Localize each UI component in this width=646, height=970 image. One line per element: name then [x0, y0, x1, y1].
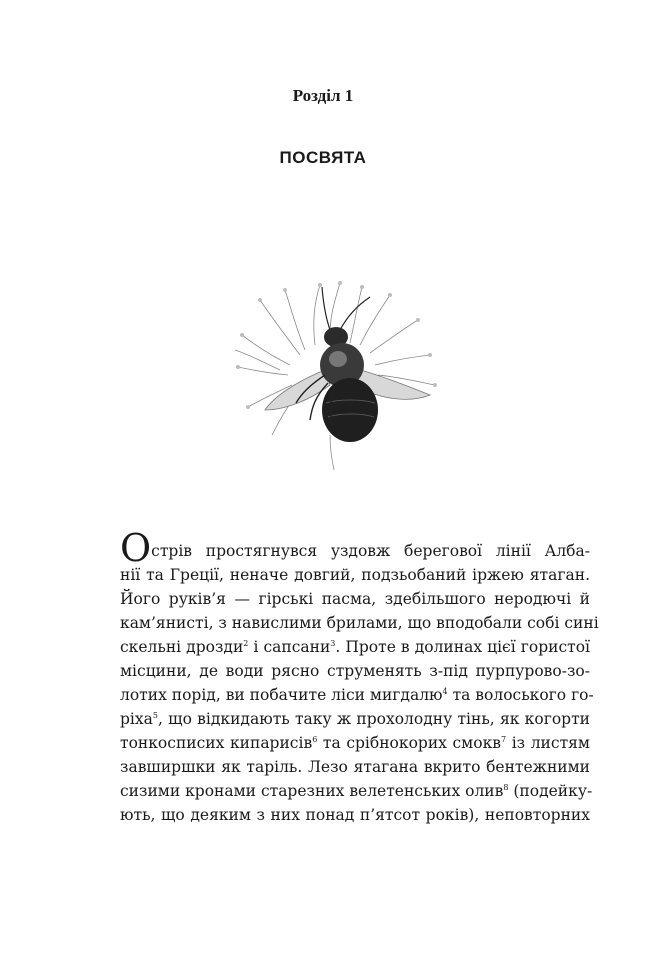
text-line: Острів простягнувся уздовж берегової лінії Алба- [120, 526, 590, 570]
text-line: Його руків’я — гірські пасма, здебільшого неродючі й [120, 590, 590, 608]
drop-cap: О [120, 526, 152, 570]
footnote-ref: 8 [503, 783, 509, 792]
text-line: сизими кронами старезних велетенських олив$^8$ (подейку- [120, 782, 593, 800]
chapter-label: Розділ 1 [292, 86, 354, 105]
footnote-ref: 3 [330, 639, 336, 648]
chapter-title: ПОСВЯТА [279, 148, 367, 167]
footnote-ref: 6 [312, 735, 318, 744]
text-line: ють, що деяким з них понад п’ятсот років), неповторних [120, 806, 590, 824]
text-line: місцини, де води рясно струменять з-під пурпурово-зо- [120, 662, 590, 680]
text-line: завширшки як таріль. Лезо ятагана вкрито бентежними [120, 758, 590, 776]
text-line: тонкосписих кипарисів$^6$ та срібнокорих смокв$^7$ із листям [120, 734, 590, 752]
text-line: лотих порід, ви побачите ліси мигдалю$^4$ та волоського го- [120, 686, 594, 704]
text-line: скельні дрозди$^2$ і сапсани$^3$. Проте в долинах цієї гористої [120, 638, 590, 656]
footnote-ref: 2 [243, 639, 249, 648]
footnote-ref: 4 [442, 687, 448, 696]
text-line: нії та Греції, неначе довгий, подзьобаний іржею ятаган. [120, 566, 590, 584]
text-line: ріха$^5$, що відкидають таку ж прохолодну тінь, як когорти [120, 710, 590, 728]
text-line: кам’янисті, з навислими брилами, що вподобали собі сині [120, 614, 599, 632]
body-paragraph [120, 526, 599, 827]
footnote-ref: 7 [500, 735, 507, 744]
bee-on-flower-illustration [230, 275, 440, 470]
footnote-ref: 5 [152, 711, 158, 720]
